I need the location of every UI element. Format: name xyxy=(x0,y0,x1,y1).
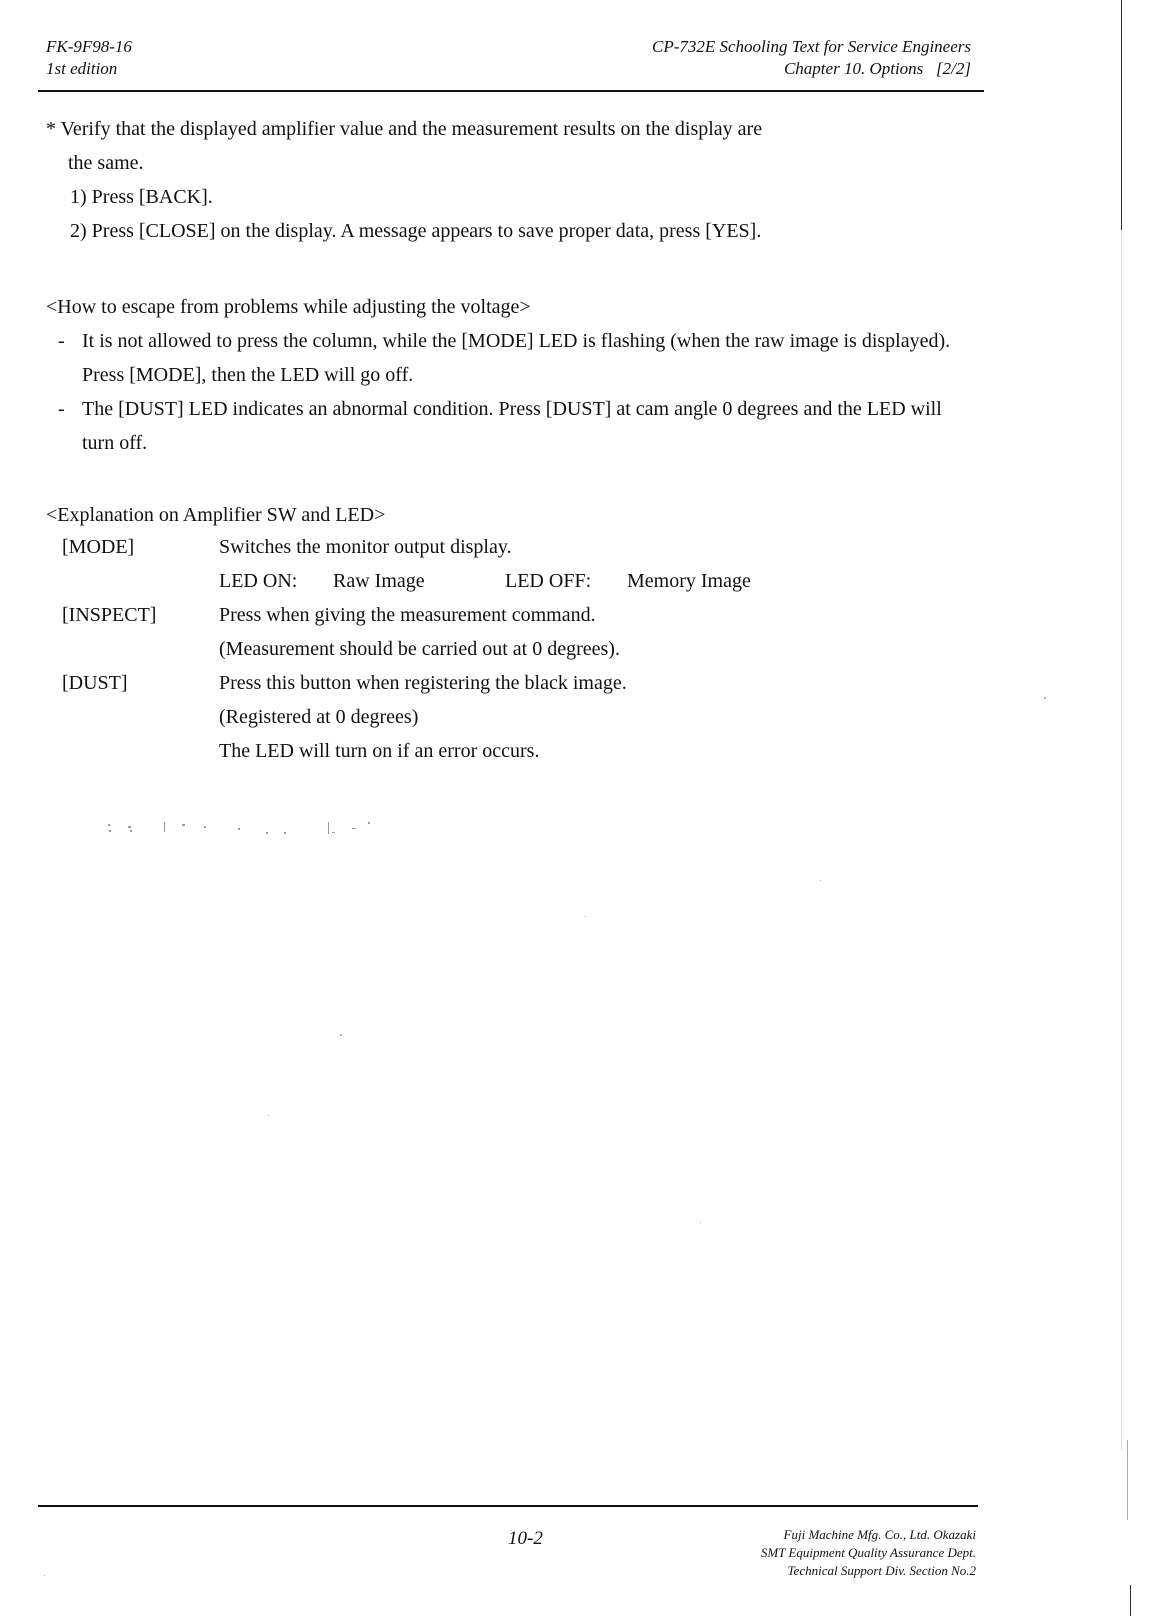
dust-desc-1: Press this button when registering the black image. xyxy=(219,672,627,694)
page-number: 10-2 xyxy=(508,1528,543,1549)
dust-row-2 xyxy=(62,700,751,734)
escape-bullets xyxy=(58,324,978,460)
scan-edge-line xyxy=(1121,0,1122,230)
header-left xyxy=(46,36,132,80)
speck xyxy=(268,1115,269,1116)
escape-bullet-2 xyxy=(58,392,978,460)
footer-rule xyxy=(38,1505,978,1507)
intro-note xyxy=(46,112,946,180)
inspect-desc-1: Press when giving the measurement command. xyxy=(219,604,596,626)
scan-edge-line xyxy=(1130,1585,1131,1616)
footer-company: Fuji Machine Mfg. Co., Ltd. Okazaki xyxy=(783,1527,976,1542)
dust-desc-2: (Registered at 0 degrees) xyxy=(219,706,419,728)
edition: 1st edition xyxy=(46,59,118,78)
led-on-value: Raw Image xyxy=(333,570,425,592)
chapter-line xyxy=(652,58,971,80)
step-1: 1) Press [BACK]. xyxy=(70,186,213,208)
bullet-text: The [DUST] LED indicates an abnormal condition. Press [DUST] at cam angle 0 degrees and the LED will turn off. xyxy=(82,398,942,454)
bullet-mark: - xyxy=(58,330,65,352)
escape-section-title: <How to escape from problems while adjusting the voltage> xyxy=(46,296,531,318)
scan-noise-icon xyxy=(106,818,396,840)
page-ref: [2/2] xyxy=(936,59,971,78)
escape-bullet-1 xyxy=(58,324,978,392)
speck xyxy=(585,916,586,917)
dust-desc-3: The LED will turn on if an error occurs. xyxy=(219,740,540,762)
chapter-title: Chapter 10. Options xyxy=(783,59,924,78)
scan-edge-line xyxy=(1127,1440,1128,1520)
intro-line-1: * Verify that the displayed amplifier value and the measurement results on the display are xyxy=(46,118,763,140)
header-rule xyxy=(38,90,984,92)
inspect-desc-2: (Measurement should be carried out at 0 degrees). xyxy=(219,638,620,660)
intro-line-2: the same. xyxy=(68,152,144,174)
mode-led-row xyxy=(62,564,751,598)
scan-artifact-marks xyxy=(106,818,396,845)
speck xyxy=(44,1575,45,1576)
led-off-label: LED OFF: xyxy=(505,570,592,592)
explanation-section-title: <Explanation on Amplifier SW and LED> xyxy=(46,504,386,526)
led-on-label: LED ON: xyxy=(219,570,298,592)
inspect-key: [INSPECT] xyxy=(62,604,157,626)
mode-key: [MODE] xyxy=(62,536,135,558)
footer-division: Technical Support Div. Section No.2 xyxy=(787,1563,976,1578)
speck xyxy=(1044,697,1046,699)
switch-led-table xyxy=(62,530,751,768)
speck xyxy=(820,880,821,881)
doc-title: CP-732E Schooling Text for Service Engineers xyxy=(651,37,971,56)
dust-row-3 xyxy=(62,734,751,768)
footer-dept: SMT Equipment Quality Assurance Dept. xyxy=(760,1545,976,1560)
bullet-text: It is not allowed to press the column, while the [MODE] LED is flashing (when the raw image is displayed). Press [MODE], then the LED will go off. xyxy=(82,330,951,386)
inspect-row-2 xyxy=(62,632,751,666)
bullet-mark: - xyxy=(58,398,65,420)
scan-edge-line xyxy=(1121,230,1122,1450)
led-off-value: Memory Image xyxy=(627,570,751,592)
dust-row xyxy=(62,666,751,700)
intro-steps xyxy=(70,180,761,248)
inspect-row xyxy=(62,598,751,632)
dust-key: [DUST] xyxy=(62,672,128,694)
footer-company-block xyxy=(761,1526,976,1580)
doc-code: FK-9F98-16 xyxy=(46,37,132,56)
header-right xyxy=(652,36,971,80)
mode-desc: Switches the monitor output display. xyxy=(219,536,512,558)
speck xyxy=(340,1034,342,1036)
mode-led-states xyxy=(219,564,751,598)
step-2: 2) Press [CLOSE] on the display. A message appears to save proper data, press [YES]. xyxy=(70,220,762,242)
speck xyxy=(700,1222,701,1223)
mode-row xyxy=(62,530,751,564)
